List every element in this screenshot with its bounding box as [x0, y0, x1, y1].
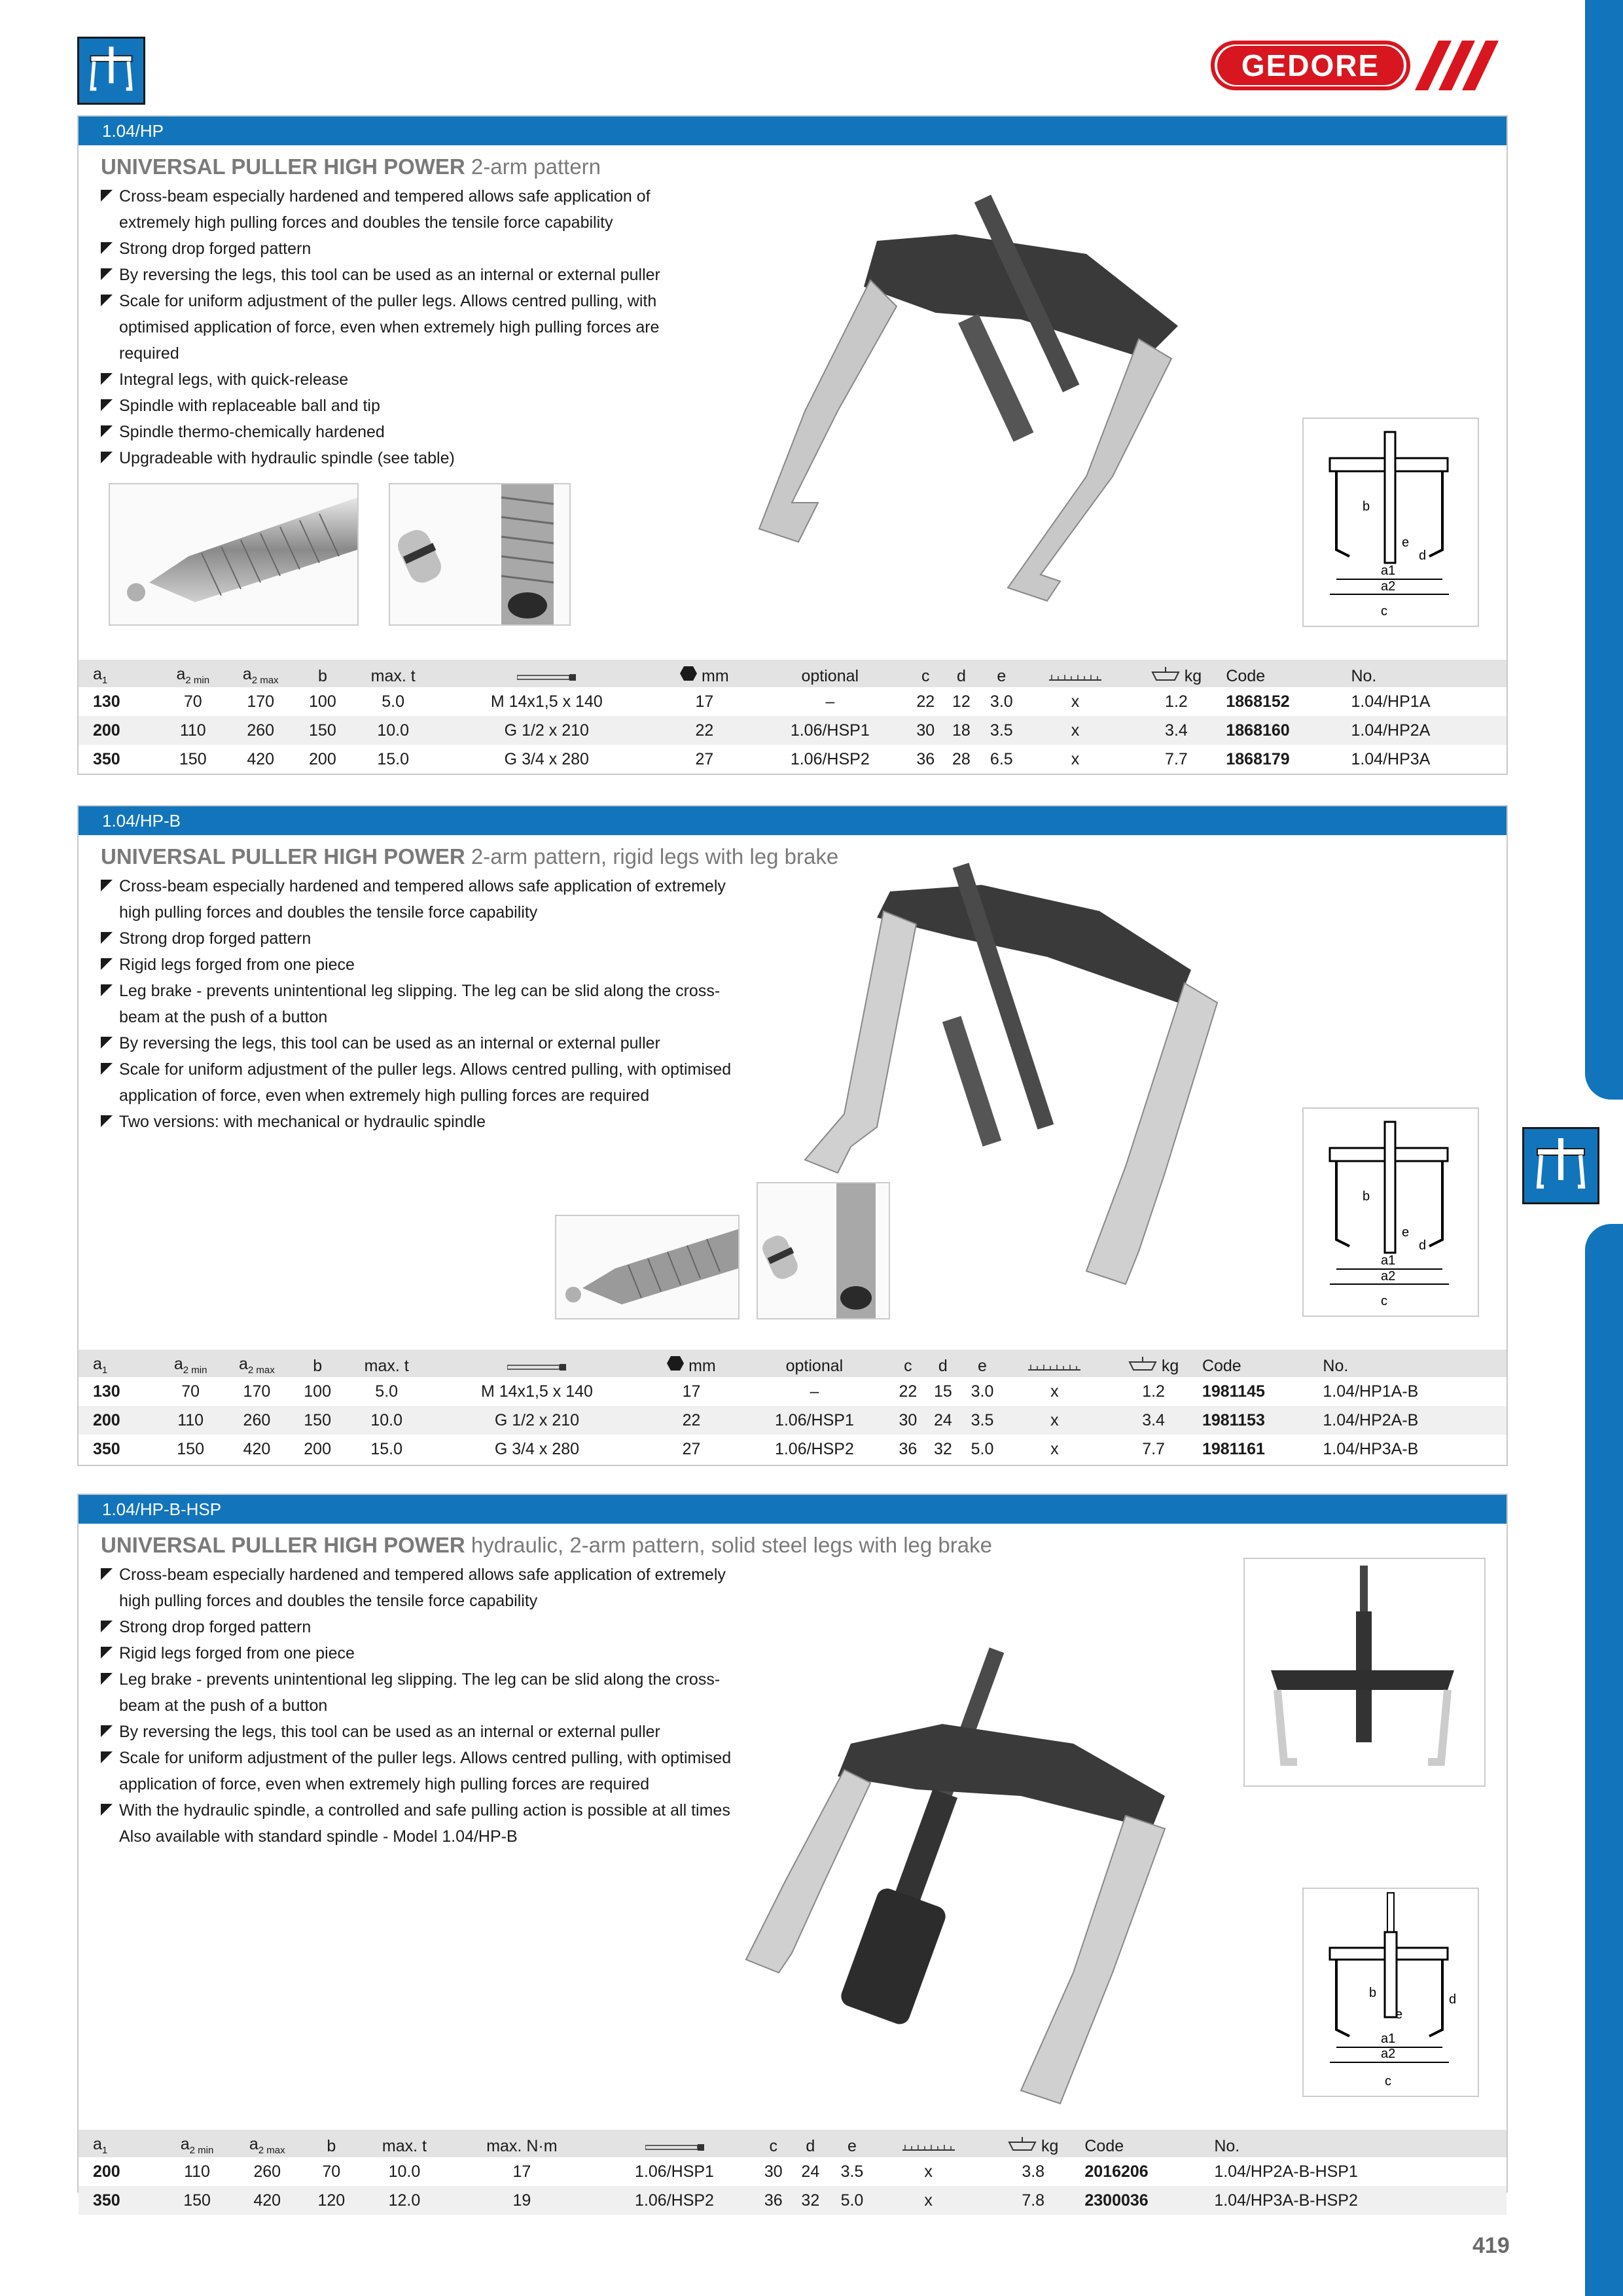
table-cell: 18: [944, 716, 980, 745]
table-header: [79, 1350, 1507, 1377]
product-section-hp: [77, 115, 1508, 775]
col-header: No.: [1214, 2130, 1507, 2157]
feature-list: [101, 873, 742, 1135]
table-cell: 15: [933, 1382, 952, 1401]
table-row: [79, 745, 1507, 774]
feature-list: [101, 1562, 755, 1850]
col-header: optional: [753, 660, 908, 687]
col-header: b: [296, 660, 349, 687]
table-cell: 5.0: [829, 2186, 876, 2215]
dim-label-b: b: [1369, 1986, 1377, 2000]
table-cell: 260: [223, 1406, 291, 1435]
table-cell: 27: [695, 749, 714, 768]
title-bold: UNIVERSAL PULLER HIGH POWER: [101, 154, 465, 179]
table-cell: 1.06/HSP2: [594, 2186, 755, 2215]
gedore-logo: GEDORE: [1211, 41, 1499, 90]
weight-icon: [1105, 1350, 1202, 1377]
col-header: max. N·m: [450, 2130, 594, 2157]
table-cell: 1.04/HP1A-B: [1323, 1382, 1419, 1401]
table-row: [79, 2186, 1507, 2215]
table-cell: 17: [695, 692, 714, 711]
dim-label-a1: a1: [1381, 2032, 1396, 2046]
table-cell: 1868160: [1226, 716, 1351, 745]
dim-label-c: c: [1381, 1294, 1387, 1308]
table-row: [79, 687, 1507, 716]
table-cell: 5.0: [971, 1439, 994, 1458]
table-cell: x: [1004, 1406, 1105, 1435]
table-cell: 3.5: [961, 1406, 1005, 1435]
dim-label-a1: a1: [1381, 564, 1396, 578]
col-header: max. t: [359, 2130, 450, 2157]
table-cell: 1.04/HP1A: [1351, 692, 1431, 711]
feature-item: Two versions: with mechanical or hydraulic spindle: [101, 1109, 742, 1135]
col-header: max. t: [349, 660, 437, 687]
col-header: kg: [1184, 667, 1202, 685]
spindle-icon: [594, 2130, 755, 2157]
section-title: [101, 154, 601, 179]
col-header: Code: [1202, 1350, 1323, 1377]
col-header: $a_{2 max}$: [223, 1350, 291, 1377]
feature-item: Scale for uniform adjustment of the puller legs. Allows centred pulling, with optimised application of force, even when extremely high pulling forces are required: [101, 1056, 742, 1109]
spindle-icon: [437, 660, 657, 687]
table-cell: 1.04/HP3A: [1351, 749, 1431, 768]
col-header: $a_1$: [79, 660, 160, 687]
dim-label-c: c: [1381, 604, 1387, 619]
feature-item: By reversing the legs, this tool can be used as an internal or external puller: [101, 1719, 755, 1745]
table-cell: 3.8: [1022, 2162, 1045, 2181]
table-row: [79, 2157, 1507, 2186]
table-cell: 10.0: [388, 2162, 421, 2181]
scale-ruler-icon: [875, 2130, 982, 2157]
sidebar-band-bottom: [1585, 1224, 1623, 2296]
dim-label-e: e: [1402, 1225, 1410, 1240]
section-header-bar: [79, 1495, 1507, 1524]
table-cell: 130: [93, 692, 120, 711]
col-header: e: [961, 1350, 1005, 1377]
table-cell: 350: [93, 1439, 120, 1458]
col-header: $a_{2 min}$: [160, 660, 225, 687]
table-cell: 1.06/HSP1: [738, 1406, 890, 1435]
hydraulic-puller-thumbnail: [1243, 1558, 1486, 1787]
table-cell: 22: [656, 716, 752, 745]
puller-section-icon: [77, 37, 145, 105]
table-cell: 30: [891, 1406, 925, 1435]
table-cell: 150: [164, 2186, 231, 2215]
spec-table: [79, 660, 1507, 774]
table-cell: –: [810, 1382, 819, 1401]
table-cell: 150: [177, 1439, 204, 1458]
feature-item: Strong drop forged pattern: [101, 1614, 755, 1640]
dim-label-a1: a1: [1381, 1253, 1396, 1268]
col-header: mm: [702, 667, 729, 685]
col-header: max. t: [344, 1350, 429, 1377]
table-cell: 1.04/HP3A-B: [1323, 1439, 1419, 1458]
table-cell: –: [825, 692, 835, 711]
col-header: b: [304, 2130, 359, 2157]
feature-item: Cross-beam especially hardened and tempered allows safe application of extremely high pulling forces and doubles the tensile force capability: [101, 1562, 755, 1614]
table-cell: 5.0: [382, 692, 405, 711]
table-cell: 36: [755, 2186, 792, 2215]
col-header: mm: [688, 1357, 716, 1375]
table-cell: 3.5: [979, 716, 1024, 745]
table-header: [79, 660, 1507, 687]
dim-label-a2: a2: [1381, 579, 1396, 594]
weight-icon: [982, 2130, 1084, 2157]
col-header: $a_1$: [79, 2130, 164, 2157]
hex-wrench-icon: [645, 1350, 738, 1377]
section-code: 1.04/HP: [102, 121, 164, 141]
table-row: [79, 1406, 1507, 1435]
dim-label-d: d: [1419, 1238, 1427, 1253]
table-cell: 1.06/HSP2: [774, 1439, 854, 1458]
scale-ruler-icon: [1024, 660, 1126, 687]
table-row: [79, 1377, 1507, 1406]
section-title: [101, 844, 838, 869]
table-cell: M 14x1,5 x 140: [490, 692, 603, 711]
table-cell: 200: [304, 1439, 331, 1458]
table-cell: 12: [952, 692, 971, 711]
dimension-diagram: [1302, 1888, 1479, 2097]
table-cell: 12.0: [359, 2186, 450, 2215]
page-number: 419: [1472, 2233, 1510, 2258]
table-row: [79, 1435, 1507, 1463]
table-cell: 6.5: [990, 749, 1013, 768]
feature-item: Leg brake - prevents unintentional leg slipping. The leg can be slid along the cross-beam at the push of a button: [101, 978, 742, 1030]
dim-label-e: e: [1395, 2007, 1403, 2022]
feature-item: Spindle with replaceable ball and tip: [101, 393, 677, 419]
spindle-tip-photo: [555, 1215, 740, 1319]
table-cell: 350: [79, 2186, 164, 2215]
col-header: $a_{2 min}$: [164, 2130, 231, 2157]
table-cell: 3.0: [990, 692, 1013, 711]
col-header: c: [908, 660, 944, 687]
col-header: kg: [1041, 2137, 1059, 2155]
table-cell: 200: [309, 749, 336, 768]
table-cell: 200: [79, 716, 160, 745]
title-bold: UNIVERSAL PULLER HIGH POWER: [101, 1533, 465, 1557]
table-cell: 1.04/HP3A-B-HSP2: [1214, 2186, 1507, 2215]
scale-ruler-icon: [1004, 1350, 1105, 1377]
col-header: No.: [1351, 660, 1507, 687]
feature-item: By reversing the legs, this tool can be used as an internal or external puller: [101, 262, 677, 288]
feature-item: Rigid legs forged from one piece: [101, 1640, 755, 1666]
table-cell: 24: [801, 2162, 820, 2181]
hydraulic-puller-photo: [707, 1645, 1296, 2130]
table-cell: 30: [764, 2162, 783, 2181]
feature-item: Rigid legs forged from one piece: [101, 952, 742, 978]
table-cell: 110: [159, 1406, 223, 1435]
col-header: d: [925, 1350, 960, 1377]
table-cell: 3.4: [1127, 716, 1226, 745]
table-cell: 19: [450, 2186, 594, 2215]
col-header: kg: [1161, 1357, 1179, 1375]
table-cell: 110: [184, 2162, 210, 2181]
table-cell: 5.0: [375, 1382, 399, 1401]
table-cell: 30: [908, 716, 944, 745]
table-cell: 2300036: [1084, 2186, 1214, 2215]
product-section-hp-b: [77, 805, 1508, 1466]
table-cell: x: [1071, 749, 1080, 768]
col-header: Code: [1226, 660, 1351, 687]
col-header: $a_1$: [79, 1350, 159, 1377]
table-cell: 1.06/HSP2: [790, 749, 870, 768]
table-cell: 170: [243, 1382, 271, 1401]
feature-item: Upgradeable with hydraulic spindle (see table): [101, 445, 677, 471]
table-cell: 22: [645, 1406, 738, 1435]
feature-item: By reversing the legs, this tool can be used as an internal or external puller: [101, 1030, 742, 1056]
puller-category-icon[interactable]: [1522, 1127, 1599, 1204]
table-cell: 1868179: [1226, 749, 1290, 768]
feature-item: Strong drop forged pattern: [101, 236, 677, 262]
table-cell: 420: [231, 2186, 304, 2215]
dim-label-e: e: [1402, 535, 1410, 550]
table-cell: 150: [179, 749, 207, 768]
table-cell: 100: [304, 1382, 331, 1401]
dim-label-d: d: [1419, 548, 1427, 563]
table-cell: 3.0: [971, 1382, 994, 1401]
col-header: $a_{2 max}$: [231, 2130, 304, 2157]
feature-item: With the hydraulic spindle, a controlled and safe pulling action is possible at all times Also available with standard spindle - Model 1.04/HP-B: [101, 1797, 755, 1850]
table-cell: 1981145: [1202, 1382, 1265, 1401]
title-rest: 2-arm pattern: [465, 154, 601, 179]
spec-table: [79, 2130, 1507, 2215]
table-cell: 70: [322, 2162, 341, 2181]
spindle-tip-photo: [109, 483, 359, 626]
feature-item: Cross-beam especially hardened and tempered allows safe application of extremely high pulling forces and doubles the tensile force capability: [101, 873, 742, 925]
table-cell: 28: [952, 749, 971, 768]
table-cell: x: [875, 2186, 982, 2215]
table-cell: 110: [160, 716, 225, 745]
title-rest: hydraulic, 2-arm pattern, solid steel legs with leg brake: [465, 1533, 992, 1557]
puller-2arm-photo: [720, 162, 1361, 640]
weight-icon: [1127, 660, 1226, 687]
table-cell: 17: [682, 1382, 701, 1401]
table-cell: 260: [225, 716, 296, 745]
table-cell: 17: [512, 2162, 531, 2181]
title-rest: 2-arm pattern, rigid legs with leg brake: [465, 844, 839, 869]
dim-label-b: b: [1363, 499, 1370, 514]
table-cell: x: [1050, 1382, 1059, 1401]
product-section-hp-b-hsp: [77, 1494, 1508, 2210]
dim-label-b: b: [1363, 1189, 1370, 1204]
feature-item: Cross-beam especially hardened and tempered allows safe application of extremely high pulling forces and doubles the tensile force capability: [101, 183, 677, 236]
section-header-bar: [79, 806, 1507, 835]
col-header: e: [829, 2130, 876, 2157]
table-cell: 7.8: [982, 2186, 1084, 2215]
col-header: c: [755, 2130, 792, 2157]
feature-item: Scale for uniform adjustment of the puller legs. Allows centred pulling, with optimised application of force, even when extremely high pulling forces are required: [101, 1745, 755, 1797]
table-cell: 2016206: [1084, 2162, 1149, 2181]
col-header: c: [891, 1350, 925, 1377]
dim-label-a2: a2: [1381, 2047, 1396, 2061]
table-cell: x: [924, 2162, 933, 2181]
col-header: Code: [1084, 2130, 1214, 2157]
table-cell: M 14x1,5 x 140: [480, 1382, 593, 1401]
feature-item: Integral legs, with quick-release: [101, 367, 677, 393]
spec-table: [79, 1350, 1507, 1463]
table-cell: 22: [916, 692, 935, 711]
table-cell: 420: [247, 749, 275, 768]
spindle-insert-photo: [389, 483, 571, 626]
feature-item: Scale for uniform adjustment of the puller legs. Allows centred pulling, with optimised application of force, even when extremely high pulling forces are required: [101, 288, 677, 367]
feature-list: [101, 183, 677, 471]
table-cell: 150: [296, 716, 349, 745]
table-cell: 7.7: [1142, 1439, 1165, 1458]
dim-label-d: d: [1449, 1992, 1457, 2007]
col-header: optional: [738, 1350, 890, 1377]
table-row: [79, 716, 1507, 745]
dimension-diagram: [1302, 418, 1479, 627]
table-cell: 100: [309, 692, 336, 711]
sidebar-band-top: [1585, 0, 1623, 1100]
table-cell: 420: [243, 1439, 271, 1458]
feature-item: Leg brake - prevents unintentional leg slipping. The leg can be slid along the cross-beam at the push of a button: [101, 1666, 755, 1719]
table-cell: 3.5: [840, 2162, 864, 2181]
table-cell: 1981161: [1202, 1439, 1265, 1458]
table-cell: 1981153: [1202, 1406, 1323, 1435]
table-cell: G 3/4 x 280: [504, 749, 589, 768]
col-header: No.: [1323, 1350, 1507, 1377]
puller-rigid-legs-photo: [785, 852, 1374, 1336]
dimension-diagram: [1302, 1107, 1479, 1317]
section-code: 1.04/HP-B-HSP: [102, 1499, 222, 1519]
table-cell: 32: [792, 2186, 829, 2215]
table-cell: 36: [899, 1439, 918, 1458]
table-cell: 3.4: [1105, 1406, 1202, 1435]
dim-label-a2: a2: [1381, 1269, 1396, 1283]
table-cell: 170: [247, 692, 275, 711]
table-cell: 1.06/HSP1: [635, 2162, 714, 2181]
table-cell: 1.04/HP2A-B-HSP1: [1214, 2162, 1358, 2181]
dim-label-c: c: [1385, 2074, 1391, 2089]
col-header: e: [979, 660, 1024, 687]
table-cell: 1.06/HSP1: [753, 716, 908, 745]
feature-item: Strong drop forged pattern: [101, 925, 742, 952]
table-cell: x: [1071, 692, 1080, 711]
table-cell: 32: [933, 1439, 952, 1458]
col-header: $a_{2 max}$: [225, 660, 296, 687]
table-cell: G 1/2 x 210: [437, 716, 657, 745]
col-header: d: [944, 660, 980, 687]
table-cell: G 3/4 x 280: [494, 1439, 580, 1458]
table-cell: 1868152: [1226, 692, 1290, 711]
spindle-icon: [429, 1350, 645, 1377]
table-cell: 22: [899, 1382, 918, 1401]
table-cell: 15.0: [370, 1439, 403, 1458]
table-header: [79, 2130, 1507, 2157]
table-cell: x: [1024, 716, 1126, 745]
table-cell: 120: [304, 2186, 359, 2215]
table-cell: 200: [93, 2162, 120, 2181]
feature-item: Spindle thermo-chemically hardened: [101, 419, 677, 445]
table-cell: 70: [183, 692, 202, 711]
table-cell: 36: [916, 749, 935, 768]
table-cell: 130: [93, 1382, 120, 1401]
hex-wrench-icon: [656, 660, 752, 687]
table-cell: 10.0: [349, 716, 437, 745]
table-cell: 70: [181, 1382, 200, 1401]
section-header-bar: [79, 117, 1507, 145]
section-code: 1.04/HP-B: [102, 811, 181, 831]
table-cell: 27: [682, 1439, 701, 1458]
table-cell: 10.0: [344, 1406, 429, 1435]
col-header: b: [291, 1350, 344, 1377]
table-cell: 350: [93, 749, 120, 768]
col-header: $a_{2 min}$: [159, 1350, 223, 1377]
table-cell: 1.2: [1142, 1382, 1165, 1401]
section-title: [101, 1533, 992, 1558]
table-cell: 1.04/HP2A: [1351, 716, 1507, 745]
table-cell: 200: [79, 1406, 159, 1435]
col-header: d: [792, 2130, 829, 2157]
table-cell: 150: [291, 1406, 344, 1435]
table-cell: x: [1050, 1439, 1059, 1458]
logo-stripes-icon: [1415, 41, 1499, 90]
title-bold: UNIVERSAL PULLER HIGH POWER: [101, 844, 465, 869]
table-cell: G 1/2 x 210: [429, 1406, 645, 1435]
table-cell: 260: [253, 2162, 281, 2181]
table-cell: 15.0: [377, 749, 409, 768]
table-cell: 1.04/HP2A-B: [1323, 1406, 1507, 1435]
table-cell: 7.7: [1165, 749, 1188, 768]
table-cell: 1.2: [1165, 692, 1188, 711]
table-cell: 24: [925, 1406, 960, 1435]
